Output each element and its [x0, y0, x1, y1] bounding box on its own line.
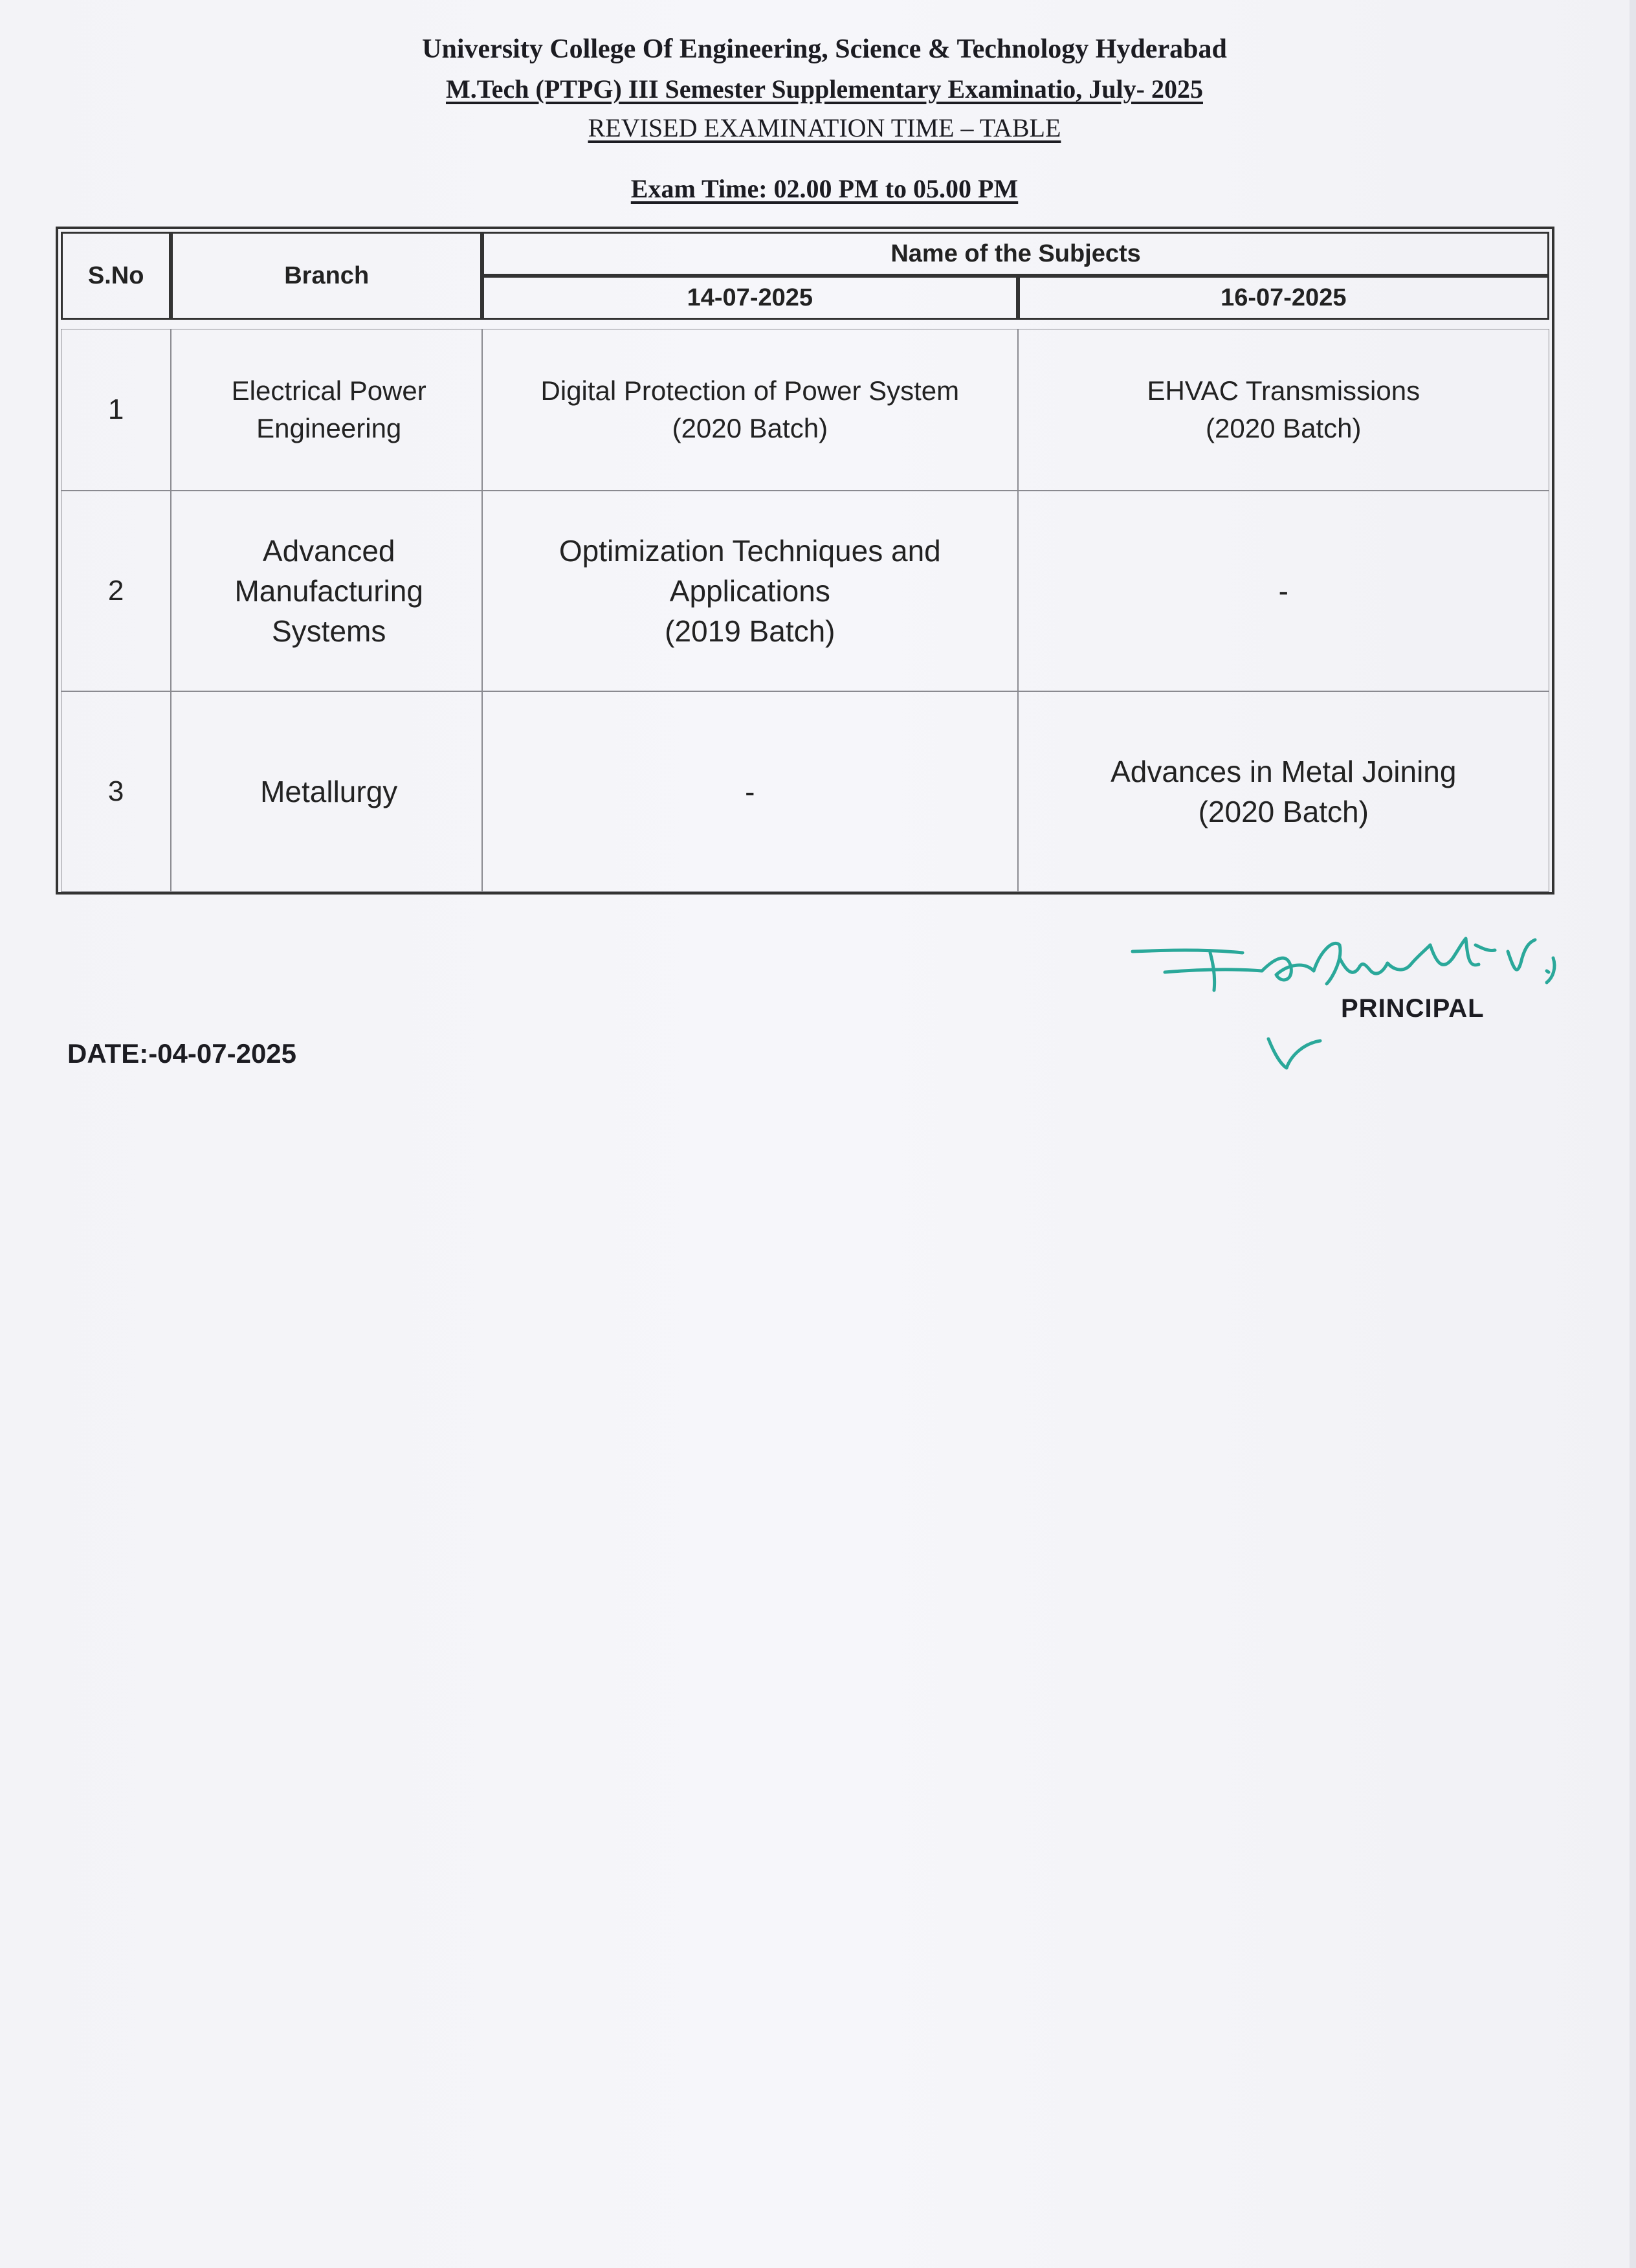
- branch-line: Electrical Power: [231, 375, 426, 406]
- cell-date-2: [1018, 329, 1549, 491]
- branch-line: Systems: [272, 614, 386, 648]
- header-date-2: 16-07-2025: [1018, 276, 1549, 320]
- cell-date-1: [482, 329, 1017, 491]
- timetable-title: REVISED EXAMINATION TIME – TABLE: [588, 113, 1061, 142]
- cell-sno: 1: [61, 329, 171, 491]
- subject-empty: -: [1278, 574, 1288, 608]
- cell-date-2: [1018, 491, 1549, 691]
- header-subjects: Name of the Subjects: [482, 232, 1549, 276]
- subject-line: Applications: [669, 574, 830, 608]
- header-date-1: 14-07-2025: [482, 276, 1017, 320]
- timetable: [61, 232, 1549, 892]
- table-row: [61, 491, 1549, 691]
- exam-time: Exam Time: 02.00 PM to 05.00 PM: [630, 174, 1019, 203]
- subject-line: Digital Protection of Power System: [540, 375, 960, 406]
- header-sno: S.No: [61, 232, 171, 320]
- branch-line: Advanced: [262, 534, 395, 568]
- page-edge: [1630, 0, 1636, 2268]
- subject-batch: (2019 Batch): [665, 614, 835, 648]
- cell-sno: 2: [61, 491, 171, 691]
- branch-line: Manufacturing: [234, 574, 423, 608]
- subject-empty: -: [745, 775, 755, 808]
- separator: [61, 320, 1549, 329]
- cell-date-1: [482, 691, 1017, 892]
- exam-title: M.Tech (PTPG) III Semester Supplementary Examinatio, July- 2025: [446, 74, 1203, 104]
- cell-sno: 3: [61, 691, 171, 892]
- principal-title: PRINCIPAL: [1341, 994, 1485, 1023]
- institution-name: University College Of Engineering, Science & Technology Hyderabad: [422, 34, 1227, 64]
- table-row: [61, 691, 1549, 892]
- table-row: [61, 329, 1549, 491]
- branch-line: Metallurgy: [260, 775, 398, 808]
- cell-branch: [171, 491, 482, 691]
- cell-branch: [171, 329, 482, 491]
- cell-date-2: [1018, 691, 1549, 892]
- subject-line: Advances in Metal Joining: [1111, 755, 1457, 788]
- subject-batch: (2020 Batch): [1206, 413, 1362, 443]
- subject-line: Optimization Techniques and: [558, 534, 941, 568]
- header-branch: Branch: [171, 232, 482, 320]
- subject-batch: (2020 Batch): [1198, 795, 1369, 828]
- subject-line: EHVAC Transmissions: [1147, 375, 1420, 406]
- branch-line: Engineering: [256, 413, 402, 443]
- issue-date: DATE:-04-07-2025: [67, 1038, 297, 1069]
- cell-branch: [171, 691, 482, 892]
- cell-date-1: [482, 491, 1017, 691]
- subject-batch: (2020 Batch): [672, 413, 828, 443]
